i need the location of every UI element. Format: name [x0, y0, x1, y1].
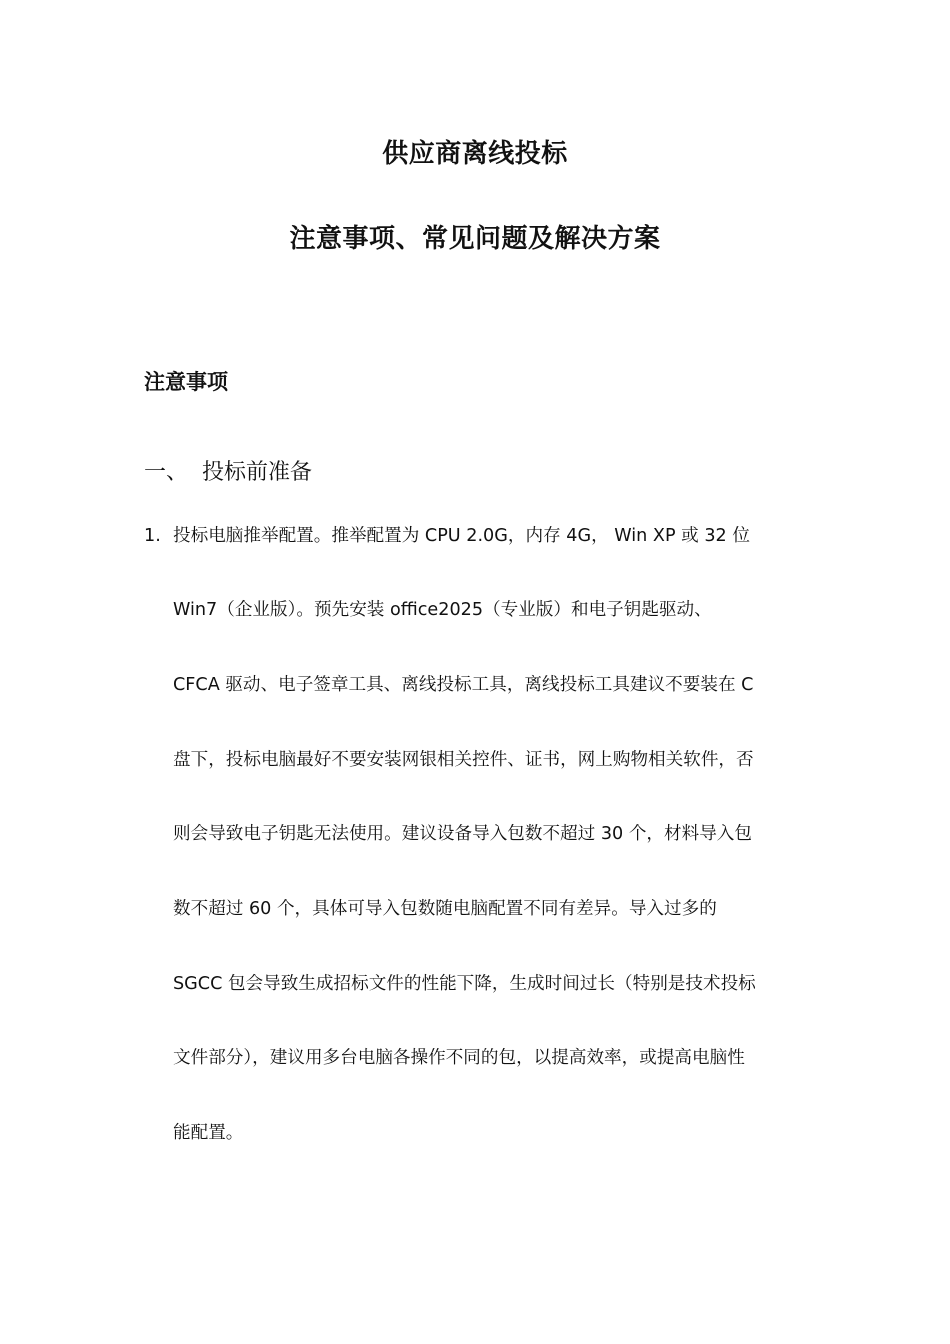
paragraph-line: Win7（企业版）。预先安装 office2025（专业版）和电子钥匙驱动、: [173, 600, 712, 620]
paragraph-line: SGCC 包会导致生成招标文件的性能下降，生成时间过长（特别是技术投标: [173, 974, 756, 994]
subsection-title: 投标前准备: [202, 460, 313, 485]
document-title: 供应商离线投标: [382, 139, 568, 169]
section-heading: 注意事项: [144, 370, 228, 394]
paragraph-line: 数不超过 60 个，具体可导入包数随电脑配置不同有差异。导入过多的: [173, 899, 717, 919]
document-subtitle: 注意事项、常见问题及解决方案: [289, 224, 661, 254]
subsection-heading: [144, 455, 312, 486]
paragraph-line: 能配置。: [173, 1123, 244, 1143]
subsection-number: 一、: [144, 460, 189, 485]
paragraph-line: 文件部分），建议用多台电脑各操作不同的包，以提高效率，或提高电脑性: [173, 1048, 745, 1068]
paragraph-line: 投标电脑推举配置。推举配置为 CPU 2.0G，内存 4G， Win XP 或 32 位: [173, 526, 750, 546]
paragraph-line: 盘下，投标电脑最好不要安装网银相关控件、证书，网上购物相关软件，否: [173, 750, 754, 770]
paragraph-line: CFCA 驱动、电子签章工具、离线投标工具，离线投标工具建议不要装在 C: [173, 675, 754, 695]
list-item-marker: 1.: [144, 526, 161, 546]
paragraph-line: 则会导致电子钥匙无法使用。建议设备导入包数不超过 30 个，材料导入包: [173, 824, 752, 844]
